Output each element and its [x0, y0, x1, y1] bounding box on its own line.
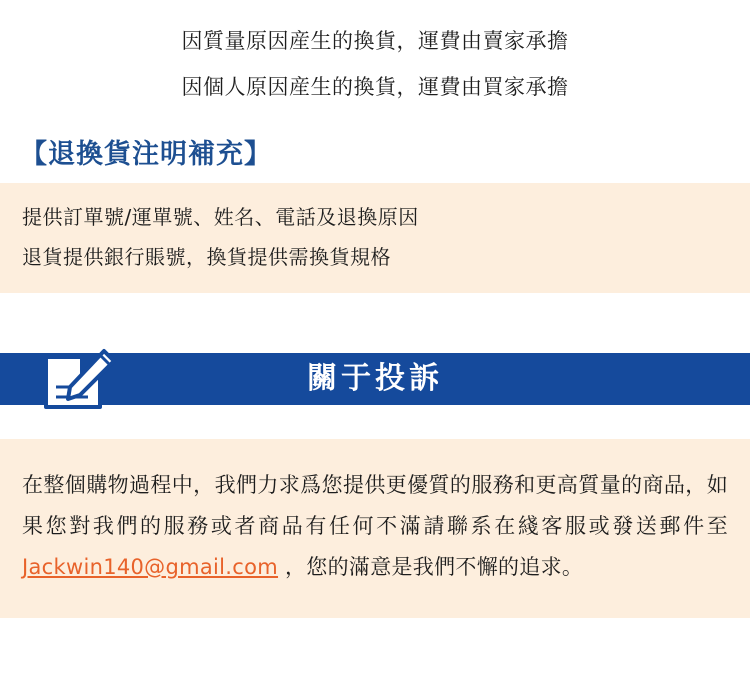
- return-policy-lines: [0, 0, 750, 110]
- policy-line: 因質量原因産生的換貨，運費由賣家承擔: [181, 29, 569, 53]
- body-prefix: 在整個購物過程中，我們力求爲您提供更優質的服務和更高質量的商品，如果您對我們的服務或者商品有任何不滿請聯系在綫客服或發送郵件至: [22, 473, 728, 538]
- complaint-body-box: [0, 439, 750, 618]
- body-suffix: ，您的滿意是我們不懈的追求。: [278, 555, 584, 579]
- complaint-banner: [0, 337, 750, 413]
- policy-line: 因個人原因産生的換貨，運費由買家承擔: [181, 75, 569, 99]
- complaint-body-text: [22, 465, 728, 588]
- note-line: 提供訂單號/運單號、姓名、電話及退換原因: [22, 205, 419, 229]
- support-email-link[interactable]: Jackwin140@gmail.com: [22, 555, 279, 579]
- note-box: [0, 183, 750, 293]
- note-line: 退貨提供銀行賬號，換貨提供需換貨規格: [22, 245, 391, 269]
- banner-title: 關于投訴: [307, 361, 443, 396]
- pencil-note-icon: [38, 337, 116, 413]
- note-section-heading: 【退換貨注明補充】: [20, 139, 272, 170]
